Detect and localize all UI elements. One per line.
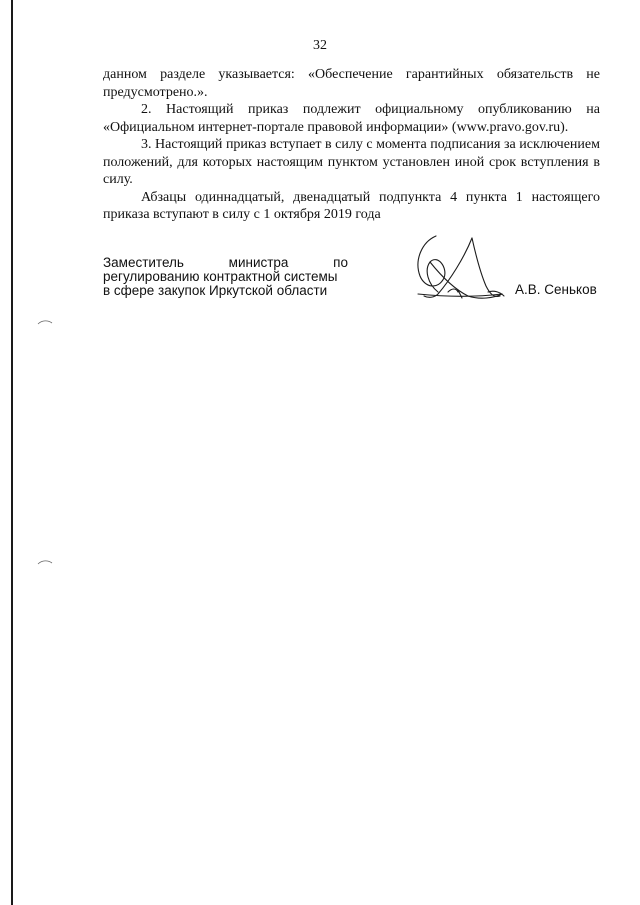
paragraph-item-3: 3. Настоящий приказ вступает в силу с момента подписания за исключением положений, для которых настоящим пунктом установлен иной срок вступления в силу. — [103, 137, 600, 187]
paragraph-item-2: 2. Настоящий приказ подлежит официальному опубликованию на «Официальном интернет-портале правовой информации» (www.pravo.gov.ru). — [103, 102, 600, 135]
signer-position-line-2: регулированию контрактной системы — [103, 269, 338, 284]
document-body — [103, 66, 600, 224]
paragraph-continuation: данном разделе указывается: «Обеспечение гарантийных обязательств не предусмотрено.». — [103, 67, 600, 100]
signer-position-line-3: в сфере закупок Иркутской области — [103, 283, 328, 298]
handwritten-signature — [408, 232, 508, 304]
signer-position — [103, 256, 348, 298]
scan-edge-line — [11, 0, 13, 905]
scan-speck — [36, 318, 54, 326]
paragraph-effective-date: Абзацы одиннадцатый, двенадцатый подпункта 4 пункта 1 настоящего приказа вступают в силу с 1 октября 2019 года — [103, 189, 600, 222]
signer-position-line-1: Заместитель министра по — [103, 255, 348, 270]
page-number: 32 — [313, 38, 327, 53]
signer-name: А.В. Сеньков — [515, 282, 597, 297]
scan-speck — [36, 558, 54, 566]
